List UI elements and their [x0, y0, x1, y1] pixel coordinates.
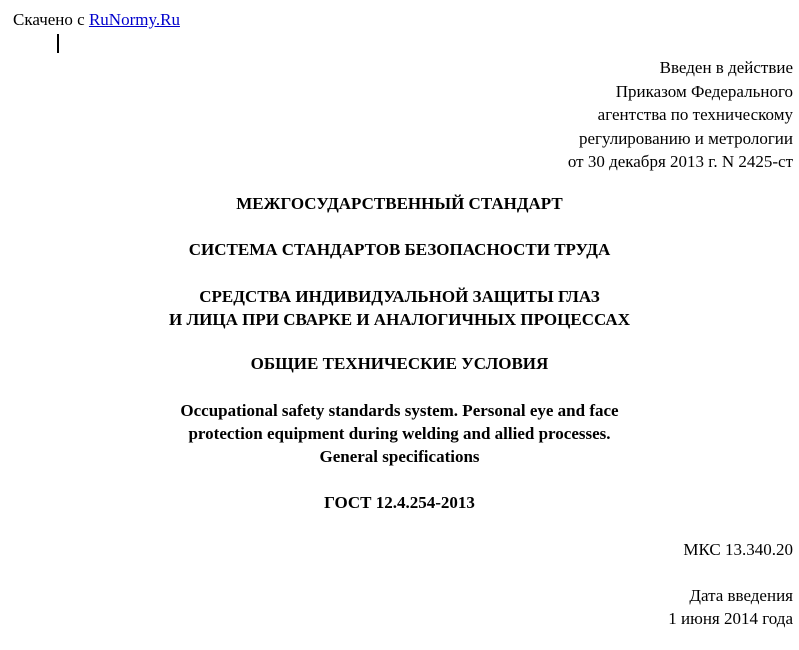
english-title-line: General specifications [319, 447, 480, 466]
english-title-line: Occupational safety standards system. Personal eye and face [180, 401, 619, 420]
standard-english-title [0, 399, 799, 468]
introduction-date-label: Дата введения [689, 586, 793, 605]
text-cursor [57, 34, 59, 53]
standard-title-line: СРЕДСТВА ИНДИВИДУАЛЬНОЙ ЗАЩИТЫ ГЛАЗ [199, 287, 600, 306]
download-prefix: Скачено с [13, 10, 85, 29]
introduction-date-value: 1 июня 2014 года [668, 609, 793, 628]
approval-line: Введен в действие [659, 58, 793, 77]
approval-line: регулированию и метрологии [578, 128, 793, 148]
standard-title [0, 285, 799, 331]
download-source-line [13, 10, 180, 30]
english-title-line: protection equipment during welding and allied processes. [188, 424, 611, 443]
approval-block [568, 56, 793, 174]
standard-type-heading: МЕЖГОСУДАРСТВЕННЫЙ СТАНДАРТ [236, 194, 563, 213]
standard-number: ГОСТ 12.4.254-2013 [324, 493, 475, 512]
runormy-link[interactable]: RuNormy.Ru [88, 10, 180, 29]
approval-line: агентства по техническому [597, 105, 793, 124]
standard-system-heading: СИСТЕМА СТАНДАРТОВ БЕЗОПАСНОСТИ ТРУДА [188, 240, 611, 259]
approval-line: от 30 декабря 2013 г. N 2425-ст [567, 152, 793, 171]
approval-line: Приказом Федерального [615, 81, 793, 101]
standard-subtitle: ОБЩИЕ ТЕХНИЧЕСКИЕ УСЛОВИЯ [250, 354, 549, 373]
introduction-date-block [668, 584, 793, 630]
standard-title-line: И ЛИЦА ПРИ СВАРКЕ И АНАЛОГИЧНЫХ ПРОЦЕССАХ [169, 310, 630, 329]
mks-code: МКС 13.340.20 [683, 540, 793, 559]
